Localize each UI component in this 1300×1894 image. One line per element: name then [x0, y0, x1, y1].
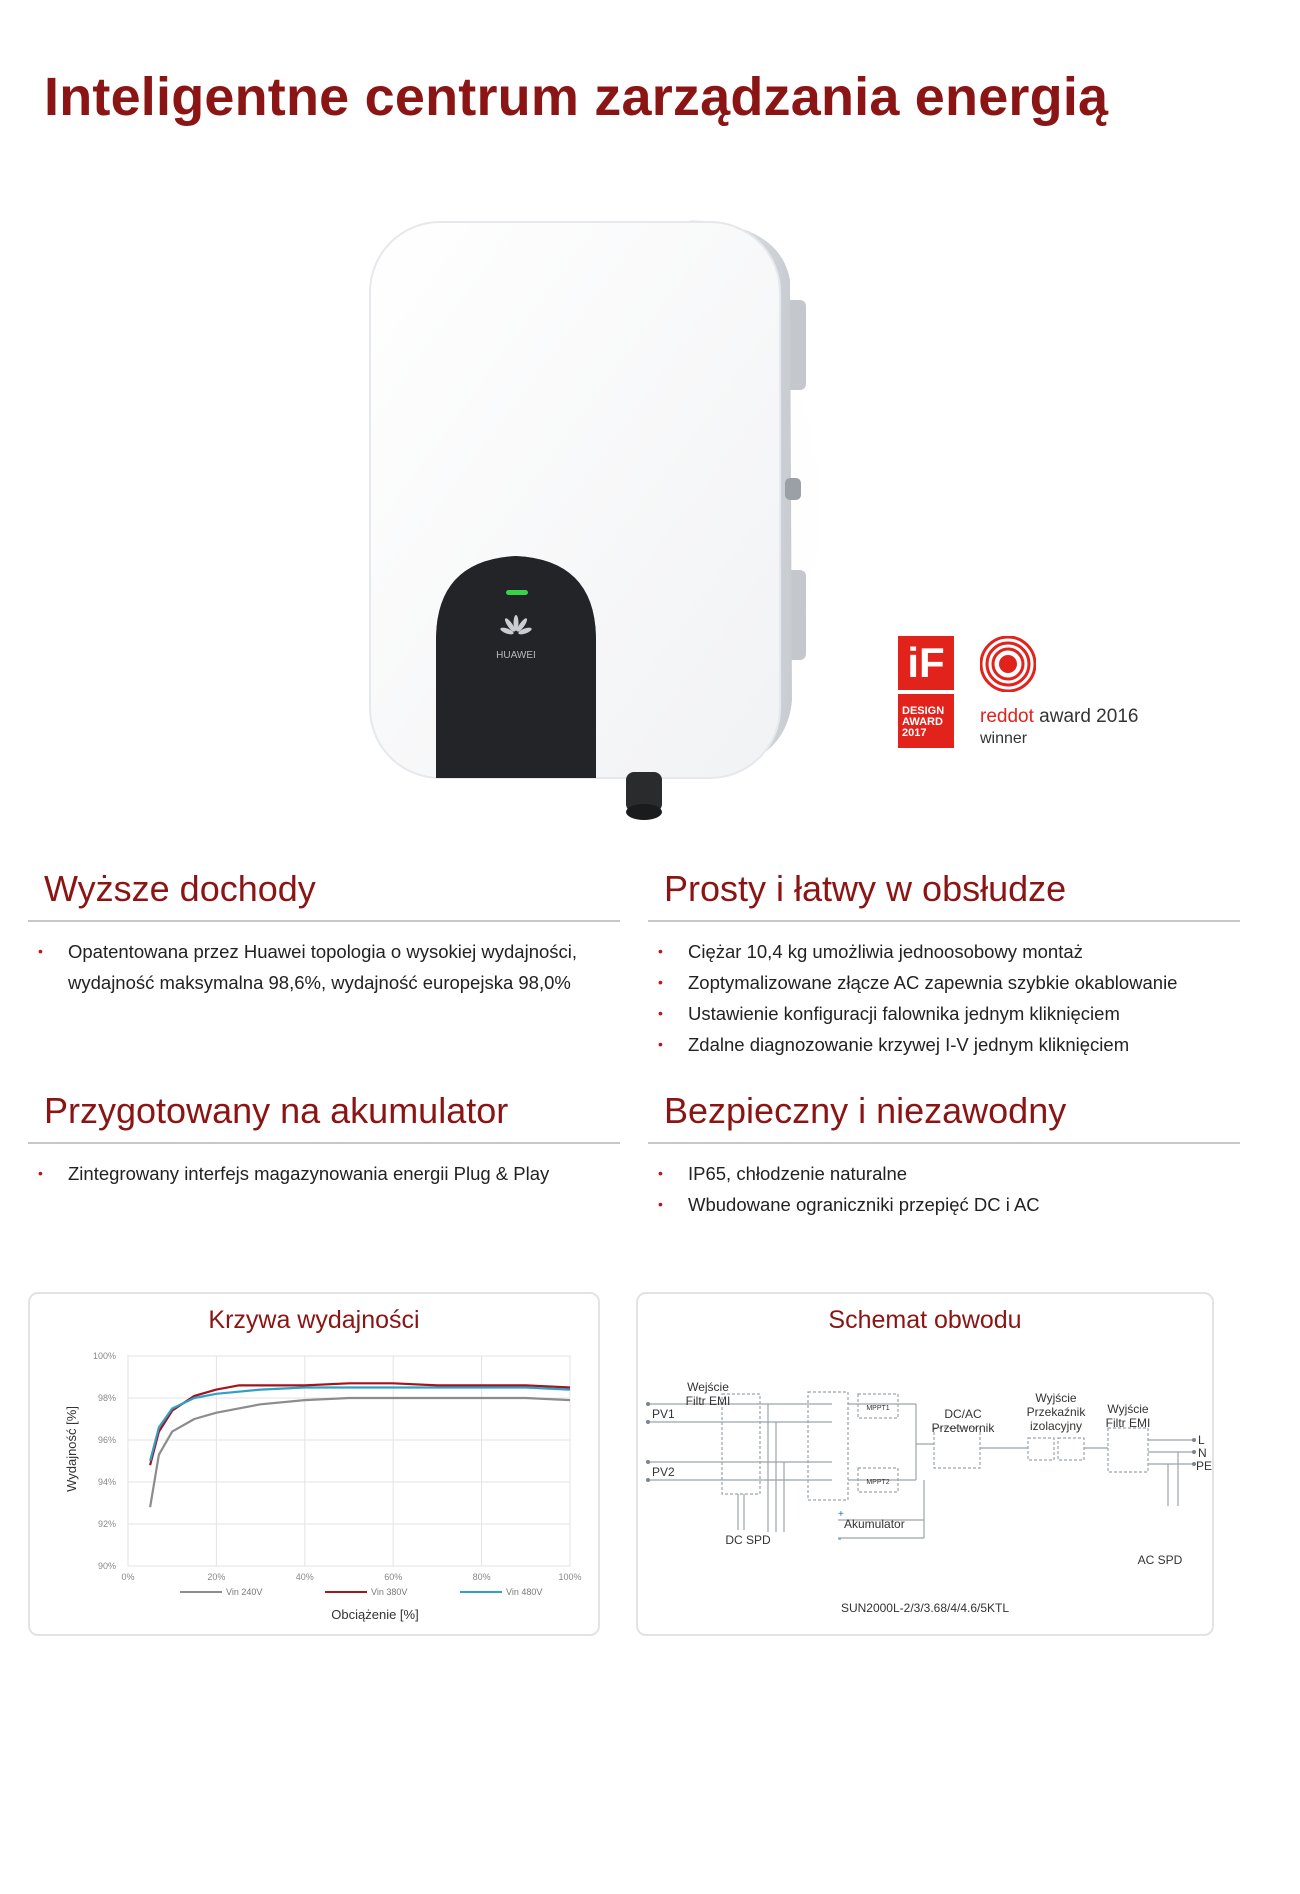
label-mppt1: MPPT1	[866, 1405, 890, 1412]
list-item: • Ustawienie konfiguracji falownika jednym kliknięciem	[648, 998, 1240, 1029]
section-title: Prosty i łatwy w obsłudze	[648, 868, 1240, 922]
label-battery-minus: -	[838, 1534, 842, 1545]
x-tick-label: 100%	[558, 1572, 582, 1582]
x-tick-label: 40%	[295, 1572, 314, 1582]
label-battery: Akumulator	[844, 1517, 905, 1531]
list-item: • IP65, chłodzenie naturalne	[648, 1158, 1240, 1189]
x-tick-label: 60%	[384, 1572, 403, 1582]
y-tick-label: 90%	[97, 1561, 116, 1571]
label-emi-out-1: Wyjście	[1107, 1402, 1149, 1416]
section-easy-to-use	[648, 868, 1240, 1060]
chart-legend	[180, 1587, 542, 1597]
label-ac-spd: AC SPD	[1137, 1553, 1183, 1567]
schema-title: Schemat obwodu	[828, 1306, 1022, 1334]
reddot-logo-icon	[980, 636, 1036, 692]
reddot-winner-text: winner	[980, 730, 1028, 747]
label-pe: PE	[1196, 1459, 1212, 1473]
section-title: Wyższe dochody	[28, 868, 620, 922]
chart-title: Krzywa wydajności	[208, 1306, 420, 1334]
model-label: SUN2000L-2/3/3.68/4/4.6/5KTL	[840, 1601, 1010, 1615]
section-safe-reliable	[648, 1090, 1240, 1220]
feature-list	[28, 1158, 620, 1189]
y-tick-label: 100%	[92, 1351, 116, 1361]
y-tick-label: 98%	[97, 1393, 116, 1403]
feature-list	[648, 936, 1240, 1060]
legend-label: Vin 480V	[506, 1587, 543, 1597]
series-line	[150, 1398, 570, 1507]
label-emi-in-1: Wejście	[687, 1380, 729, 1394]
label-mppt2: MPPT2	[866, 1479, 890, 1486]
series-line	[150, 1383, 570, 1465]
label-dc-spd: DC SPD	[725, 1533, 771, 1547]
section-title: Przygotowany na akumulator	[28, 1090, 620, 1144]
legend-label: Vin 380V	[371, 1587, 408, 1597]
inverter-image	[360, 200, 840, 840]
brand-label: HUAWEI	[496, 650, 536, 661]
y-tick-label: 92%	[97, 1519, 116, 1529]
label-n: N	[1198, 1446, 1207, 1460]
list-item: • Ciężar 10,4 kg umożliwia jednoosobowy montaż	[648, 936, 1240, 967]
y-axis-label: Wydajność [%]	[64, 1406, 79, 1492]
label-pv1: PV1	[652, 1407, 675, 1421]
label-emi-out-2: Filtr EMI	[1105, 1416, 1151, 1430]
feature-list	[28, 936, 620, 998]
x-tick-label: 0%	[121, 1572, 135, 1582]
list-item: • Wbudowane ograniczniki przepięć DC i AC	[648, 1189, 1240, 1220]
label-l: L	[1198, 1433, 1205, 1447]
list-item: • Zintegrowany interfejs magazynowania energii Plug & Play	[28, 1158, 620, 1189]
label-dcac-2: Przetwornik	[931, 1421, 995, 1435]
circuit-diagram-panel	[636, 1292, 1214, 1636]
section-higher-income	[28, 868, 620, 998]
list-item: • Opatentowana przez Huawei topologia o wysokiej wydajności, wydajność maksymalna 98,6%, wydajność europejska 98,0%	[28, 936, 620, 998]
y-tick-label: 94%	[97, 1477, 116, 1487]
label-relay-3: izolacyjny	[1029, 1419, 1083, 1433]
x-tick-label: 80%	[472, 1572, 491, 1582]
label-relay-1: Wyjście	[1035, 1391, 1077, 1405]
page-title: Inteligentne centrum zarządzania energią	[44, 67, 1109, 127]
section-title: Bezpieczny i niezawodny	[648, 1090, 1240, 1144]
label-emi-in-2: Filtr EMI	[685, 1394, 731, 1408]
x-axis-label: Obciążenie [%]	[331, 1607, 419, 1622]
if-mark: iF	[898, 636, 954, 690]
reddot-award-text: reddot award 2016	[980, 706, 1139, 727]
label-battery-plus: +	[838, 1509, 844, 1520]
efficiency-chart-panel	[28, 1292, 600, 1636]
legend-label: Vin 240V	[226, 1587, 263, 1597]
x-tick-label: 20%	[207, 1572, 226, 1582]
if-award-text: DESIGN AWARD 2017	[898, 694, 954, 748]
label-dcac-1: DC/AC	[944, 1407, 982, 1421]
label-relay-2: Przekaźnik	[1026, 1405, 1086, 1419]
chart-series	[150, 1383, 570, 1507]
list-item: • Zdalne diagnozowanie krzywej I-V jednym kliknięciem	[648, 1029, 1240, 1060]
awards	[898, 636, 1158, 756]
feature-list	[648, 1158, 1240, 1220]
y-tick-label: 96%	[97, 1435, 116, 1445]
efficiency-chart	[30, 1294, 598, 1634]
section-battery-ready	[28, 1090, 620, 1189]
circuit-diagram	[638, 1294, 1212, 1634]
if-design-award-logo	[898, 636, 954, 748]
list-item: • Zoptymalizowane złącze AC zapewnia szybkie okablowanie	[648, 967, 1240, 998]
label-pv2: PV2	[652, 1465, 675, 1479]
